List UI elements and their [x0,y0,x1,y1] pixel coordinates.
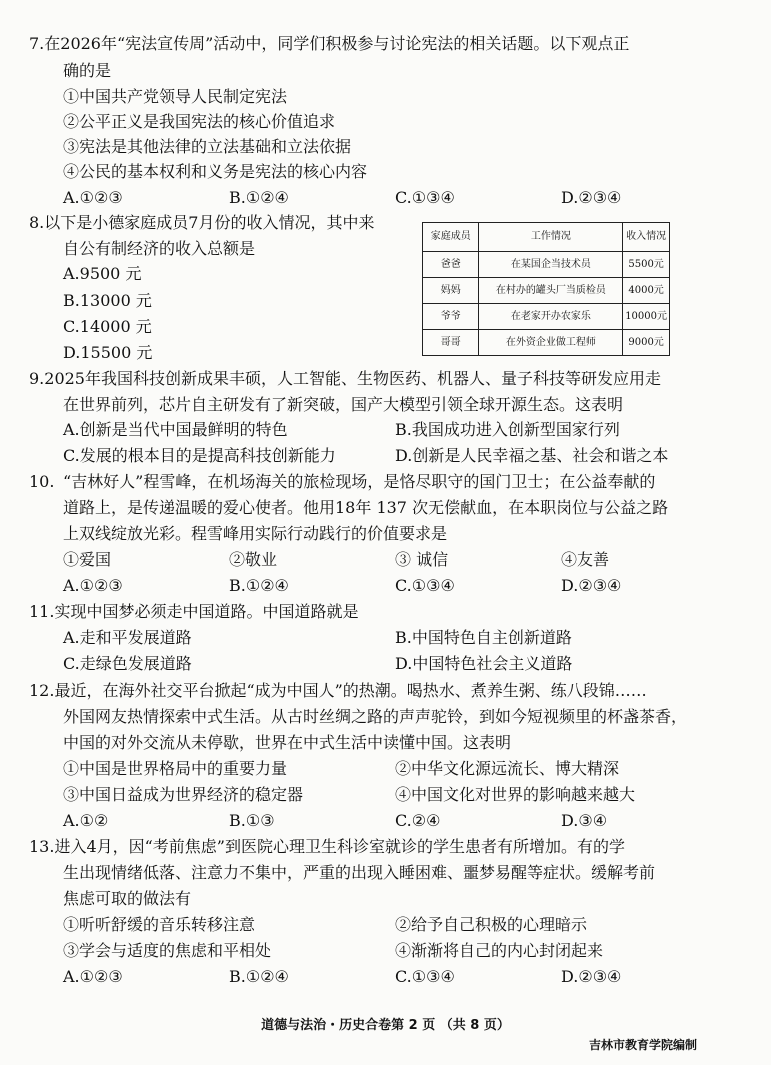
q13-item-3: ③学会与适度的焦虑和平相处 [63,941,272,960]
q7-stem-line2: 确的是 [63,61,112,80]
q11-option-c: C.走绿色发展道路 [63,654,192,673]
q13-option-b: B.①②④ [229,967,289,986]
q7-item-4: ④公民的基本权利和义务是宪法的核心内容 [63,162,368,181]
q12-item-3: ③中国日益成为世界经济的稳定器 [63,785,304,804]
q7-item-2: ②公平正义是我国宪法的核心价值追求 [63,112,336,131]
cell-income: 10000元 [623,304,670,330]
q12-stem-line3: 中国的对外交流从未停歇，世界在中式生活中读懂中国。这表明 [63,733,512,752]
cell-job: 在老家开办农家乐 [479,304,623,330]
cell-job: 在外资企业做工程师 [479,330,623,356]
q11-option-a: A.走和平发展道路 [63,628,192,647]
income-table-header [423,223,670,252]
q13-stem-line1: 13.进入4月，因“考前焦虑”到医院心理卫生科诊室就诊的学生患者有所增加。有的学 [29,837,625,856]
q11-option-b: B.中国特色自主创新道路 [395,628,572,647]
q13-item-1: ①听听舒缓的音乐转移注意 [63,915,256,934]
page-footer: 道德与法治・历史合卷第 2 页 （共 8 页） [261,1018,510,1033]
q13-item-4: ④渐渐将自己的内心封闭起来 [395,941,604,960]
cell-member: 爸爸 [423,252,479,278]
q9-option-c: C.发展的根本目的是提高科技创新能力 [63,446,336,465]
q8-option-b: B.13000 元 [63,291,152,310]
q10-stem-line1: “吉林好人”程雪峰，在机场海关的旅检现场，是恪尽职守的国门卫士；在公益奉献的 [63,472,656,491]
q8-option-a: A.9500 元 [63,264,142,283]
header-member: 家庭成员 [423,223,479,252]
income-table [422,222,670,356]
q12-item-2: ②中华文化源远流长、博大精深 [395,759,620,778]
cell-income: 4000元 [623,278,670,304]
table-row [423,278,670,304]
cell-member: 妈妈 [423,278,479,304]
q10-item-4: ④友善 [561,550,610,569]
q8-option-d: D.15500 元 [63,343,153,362]
q8-stem-line2: 自公有制经济的收入总额是 [63,239,256,258]
q13-stem-line3: 焦虑可取的做法有 [63,889,192,908]
q11-option-d: D.中国特色社会主义道路 [395,654,573,673]
q10-item-3: ③ 诚信 [395,550,449,569]
q7-option-d: D.②③④ [561,188,622,207]
q11-stem-line1: 11.实现中国梦必须走中国道路。中国道路就是 [29,602,359,621]
table-row [423,252,670,278]
q9-option-a: A.创新是当代中国最鲜明的特色 [63,420,288,439]
q7-option-a: A.①②③ [63,188,123,207]
q7-item-1: ①中国共产党领导人民制定宪法 [63,87,288,106]
q10-option-a: A.①②③ [63,576,123,595]
header-income: 收入情况 [623,223,670,252]
q10-option-b: B.①②④ [229,576,289,595]
q13-option-a: A.①②③ [63,967,123,986]
q7-item-3: ③宪法是其他法律的立法基础和立法依据 [63,137,352,156]
cell-member: 哥哥 [423,330,479,356]
q9-option-b: B.我国成功进入创新型国家行列 [395,420,620,439]
q13-option-d: D.②③④ [561,967,622,986]
q12-stem-line2: 外国网友热情探索中式生活。从古时丝绸之路的声声驼铃，到如今短视频里的杯盏茶香， [63,707,688,726]
header-job: 工作情况 [479,223,623,252]
q7-stem-line1: 7.在2026年“宪法宣传周”活动中，同学们积极参与讨论宪法的相关话题。以下观点正 [29,34,630,53]
table-row [423,304,670,330]
q12-item-1: ①中国是世界格局中的重要力量 [63,759,288,778]
cell-job: 在某国企当技术员 [479,252,623,278]
q8-option-c: C.14000 元 [63,317,152,336]
q10-item-2: ②敬业 [229,550,278,569]
editor-credit: 吉林市教育学院编制 [588,1038,697,1052]
q13-option-c: C.①③④ [395,967,455,986]
q12-option-d: D.③④ [561,811,608,830]
q7-option-c: C.①③④ [395,188,455,207]
q10-item-1: ①爱国 [63,550,112,569]
q10-option-d: D.②③④ [561,576,622,595]
cell-job: 在村办的罐头厂当质检员 [479,278,623,304]
q12-item-4: ④中国文化对世界的影响越来越大 [395,785,636,804]
q12-stem-line1: 12.最近，在海外社交平台掀起“成为中国人”的热潮。喝热水、煮养生粥、练八段锦…… [29,681,647,700]
q9-stem-line1: 9.2025年我国科技创新成果丰硕，人工智能、生物医药、机器人、量子科技等研发应用走 [29,369,661,388]
q10-stem-line2: 道路上，是传递温暖的爱心使者。他用18年 137 次无偿献血，在本职岗位与公益之路 [63,498,669,517]
q12-option-c: C.②④ [395,811,441,830]
table-row [423,330,670,356]
cell-income: 9000元 [623,330,670,356]
cell-income: 5500元 [623,252,670,278]
q9-stem-line2: 在世界前列，芯片自主研发有了新突破，国产大模型引领全球开源生态。这表明 [63,395,624,414]
q12-option-b: B.①③ [229,811,275,830]
q10-stem-line3: 上双线绽放光彩。程雪峰用实际行动践行的价值要求是 [63,524,448,543]
q10-option-c: C.①③④ [395,576,455,595]
cell-member: 爷爷 [423,304,479,330]
q10-number: 10. [29,472,55,491]
q8-stem-line1: 8.以下是小德家庭成员7月份的收入情况，其中来 [29,213,375,232]
q7-option-b: B.①②④ [229,188,289,207]
q9-option-d: D.创新是人民幸福之基、社会和谐之本 [395,446,669,465]
q13-stem-line2: 生出现情绪低落、注意力不集中，严重的出现入睡困难、噩梦易醒等症状。缓解考前 [63,863,656,882]
q12-option-a: A.①② [63,811,109,830]
q13-item-2: ②给予自己积极的心理暗示 [395,915,588,934]
